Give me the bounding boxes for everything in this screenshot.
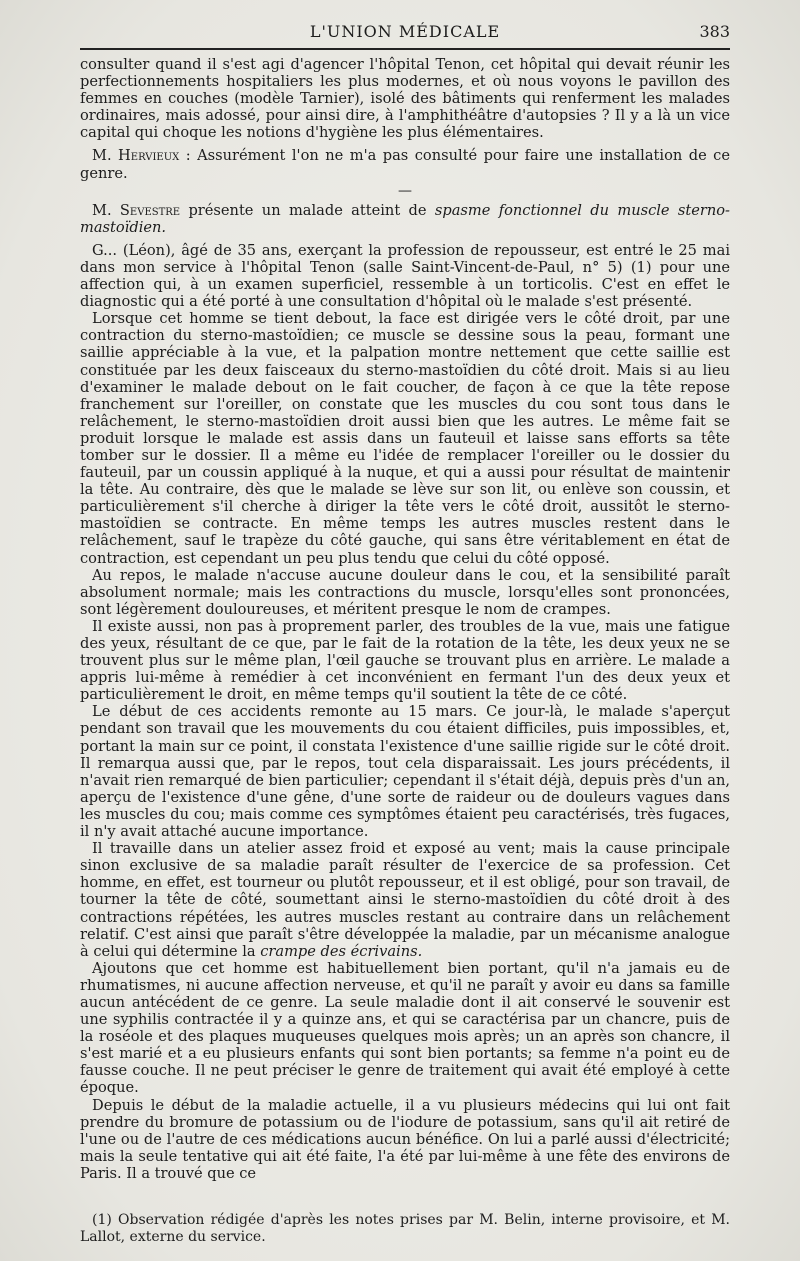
paragraph — [80, 840, 730, 960]
paragraph: Au repos, le malade n'accuse aucune douleur dans le cou, et la sensibilité paraît absolument normale; mais les contractions du muscle, lorsqu'elles sont prononcées, sont légèrement douloureuses, et méritent presque le nom de crampes. — [80, 566, 730, 618]
paragraph: G... (Léon), âgé de 35 ans, exerçant la profession de repousseur, est entré le 25 mai dans mon service à l'hôpital Tenon (salle Saint-Vincent-de-Paul, n° 5) (1) pour une affection qui, à un examen superficiel, ressemble à un torticolis. C'est en effet le diagnostic qui a été porté à une consultation d'hôpital où le malade s'est présenté. — [80, 241, 730, 311]
paragraph-text: Il travaille dans un atelier assez froid et exposé au vent; mais la cause principale sinon exclusive de sa maladie paraît résulter de l'exercice de sa profession. Cet homme, en effet, est tourneur ou plutôt repousseur, et il est obligé, pour son travail, de tourner la tête de côté, soumettant ainsi le sterno-mastoïdien du côté droit à des contractions répétées, les autres muscles restant au contraire dans un relâchement relatif. C'est ainsi que paraît s'être développée la maladie, par un mécanisme analogue à celui qui détermine la — [80, 840, 730, 960]
footnote-text: (1) Observation rédigée d'après les notes prises par M. Belin, interne provisoire, et M. Lallot, externe du service. — [80, 1212, 730, 1245]
paragraph: Depuis le début de la maladie actuelle, il a vu plusieurs médecins qui lui ont fait prendre du bromure de potassium ou de l'iodure de potassium, sans qu'il ait retiré de l'une ou de l'autre de ces médications aucun bénéfice. On lui a parlé aussi d'électricité; mais la seule tentative qui ait été faite, l'a été par lui-même à une fête des environs de Paris. Il a trouvé que ce — [80, 1096, 730, 1182]
running-header — [80, 22, 730, 50]
paragraph-sevestre — [80, 202, 730, 236]
paragraph: consulter quand il s'est agi d'agencer l'hôpital Tenon, cet hôpital qui devait réunir les perfectionnements hospitaliers les plus modernes, et où nous voyons le pavillon des femmes en couches (modèle Tarnier), isolé des bâtiments qui renferment les malades ordinaires, mais adossé, pour ainsi dire, à l'amphithéâtre d'autopsies ? Il y a là un vice capital qui choque les notions d'hygiène les plus élémentaires. — [80, 56, 730, 142]
case-title: spasme fonctionnel du muscle sterno-mastoïdien. — [80, 201, 730, 236]
paragraph-text: : Assurément l'on ne m'a pas consulté pour faire une installation de ce genre. — [80, 147, 730, 182]
speaker-name: M. Sevestre — [92, 201, 181, 219]
italic-term: crampe des écrivains. — [260, 942, 423, 960]
speaker-name: M. Hervieux — [92, 147, 180, 165]
journal-title: L'UNION MÉDICALE — [309, 22, 501, 41]
section-separator: — — [398, 182, 412, 199]
article-body — [80, 56, 730, 1182]
footnote — [80, 1212, 730, 1246]
page-number: 383 — [699, 22, 730, 41]
paragraph-hervieux — [80, 147, 730, 181]
paragraph: Le début de ces accidents remonte au 15 mars. Ce jour-là, le malade s'aperçut pendant son travail que les mouvements du cou étaient difficiles, puis impossibles, et, portant la main sur ce point, il constata l'existence d'une saillie rigide sur le côté droit. Il remarqua aussi que, par le repos, tout cela disparaissait. Les jours précédents, il n'avait rien remarqué de bien particulier; cependant il s'était déjà, depuis près d'un an, aperçu de l'existence d'une gêne, d'une sorte de raideur ou de douleurs vagues dans les muscles du cou; mais comme ces symptômes étaient peu caractérisés, très fugaces, il n'y avait attaché aucune importance. — [80, 703, 730, 841]
paragraph: Il existe aussi, non pas à proprement parler, des troubles de la vue, mais une fatigue des yeux, résultant de ce que, par le fait de la rotation de la tête, les deux yeux ne se trouvent plus sur le même plan, l'œil gauche se trouvant plus en arrière. Le malade a appris lui-même à remédier à cet inconvénient en fermant l'un des deux yeux et particulièrement le droit, en même temps qu'il soutient la tête de ce côté. — [80, 617, 730, 704]
paragraph: Ajoutons que cet homme est habituellement bien portant, qu'il n'a jamais eu de rhumatismes, ni aucune affection nerveuse, et qu'il ne paraît y avoir eu dans sa famille aucun antécédent de ce genre. La seule maladie dont il ait conservé le souvenir est une syphilis contractée il y a quinze ans, et qui se caractérisa par un chancre, puis de la roséole et des plaques muqueuses quelques mois après; un an après son chancre, il s'est marié et a eu plusieurs enfants qui sont bien portants; sa femme n'a point eu de fausse couche. Il ne peut préciser le genre de traitement qui avait été employé à cette époque. — [80, 959, 730, 1097]
paragraph: Lorsque cet homme se tient debout, la face est dirigée vers le côté droit, par une contraction du sterno-mastoïdien; ce muscle se dessine sous la peau, formant une saillie appréciable à la vue, et la palpation montre nettement que cette saillie est constituée par les deux faisceaux du sterno-mastoïdien du côté droit. Mais si au lieu d'examiner le malade debout on le fait coucher, de façon à ce que la tête repose franchement sur l'oreiller, on constate que les muscles du cou sont tous dans le relâchement, le sterno-mastoïdien droit aussi bien que les autres. Le même fait se produit lorsque le malade est assis dans un fauteuil et laisse sans efforts sa tête tomber sur le dossier. Il a même eu l'idée de remplacer l'oreiller ou le dossier du fauteuil, par un coussin appliqué à la nuque, et qui a aussi pour résultat de maintenir la tête. Au contraire, dès que le malade se lève sur son lit, ou enlève son coussin, et particulièrement s'il cherche à diriger la tête vers le côté droit, aussitôt le sterno-mastoïdien se contracte. En même temps les autres muscles restent dans le relâchement, sauf le trapèze du côté gauche, qui sans être véritablement en état de contraction, est cependant un peu plus tendu que celui du côté opposé. — [80, 310, 730, 567]
paragraph-text: présente un malade atteint de — [180, 201, 435, 219]
